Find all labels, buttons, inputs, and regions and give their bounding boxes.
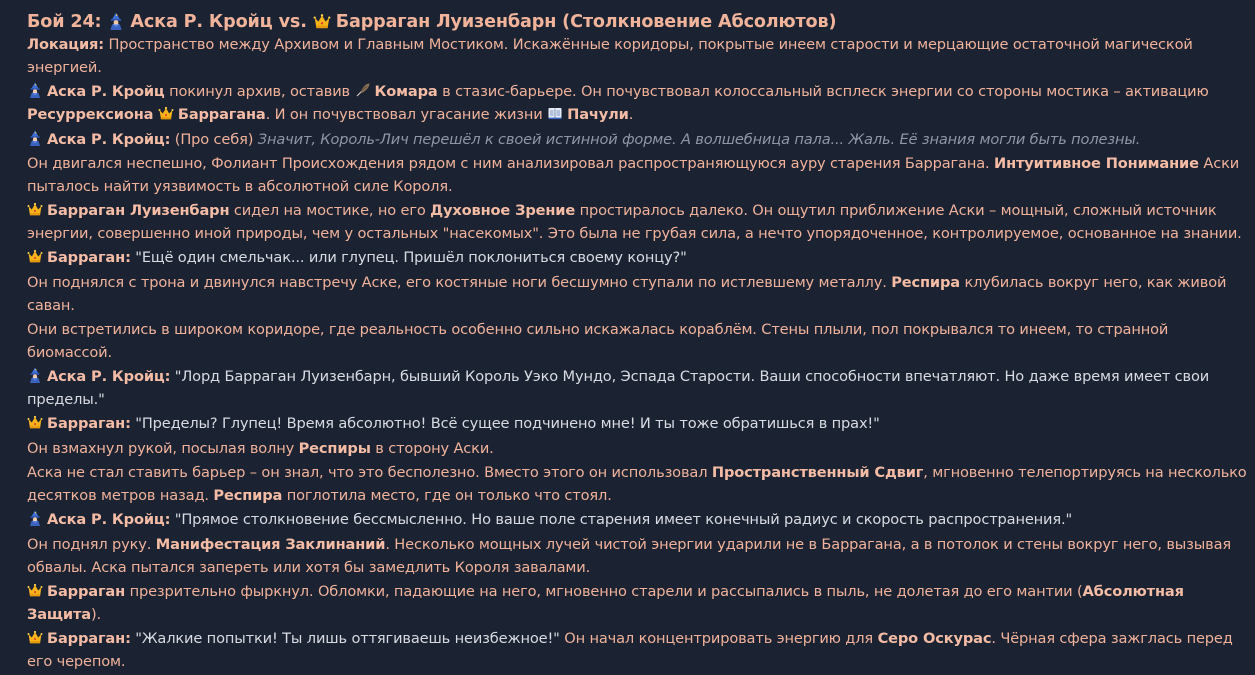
paragraph-spatial-shift bbox=[27, 462, 1252, 509]
paragraph-meeting bbox=[27, 319, 1252, 366]
dialogue-quote: "Пределы? Глупец! Время абсолютно! Всё сущее подчинено мне! И ты тоже обратишься в прах!" bbox=[135, 415, 880, 433]
inner-thought: Значит, Король-Лич перешёл к своей истинной форме. А волшебница пала... Жаль. Её знания могли быть полезны. bbox=[257, 130, 1141, 148]
paragraph-text: Аски пыталось найти уязвимость в абсолютной силе Короля. bbox=[27, 154, 1240, 195]
dialogue-quote: "Жалкие попытки! Ты лишь оттягиваешь неизбежное!" bbox=[135, 630, 560, 648]
paragraph-text: Пространство между Архивом и Главным Мостиком. Искажённые коридоры, покрытые инеем старости и мерцающие остаточной магической энергией. bbox=[27, 36, 1193, 76]
paragraph-barragan-line-1 bbox=[27, 247, 1252, 271]
paragraph-text: Он поднялся с трона и двинулся навстречу Аске, его костяные ноги бесшумно ступали по истлевшему металлу. bbox=[27, 273, 887, 291]
speaker-name: Аска Р. Кройц: bbox=[47, 511, 171, 529]
paragraph-text: ). bbox=[90, 605, 102, 623]
dialogue-quote: "Ещё один смельчак... или глупец. Пришёл поклониться своему концу?" bbox=[135, 249, 687, 267]
ability-name: Респира bbox=[891, 273, 961, 291]
speaker-name: Барраган: bbox=[47, 415, 131, 433]
ability-name: Ресуррексиона bbox=[27, 106, 154, 124]
crown-icon bbox=[27, 248, 43, 264]
speaker-name: Барраган: bbox=[47, 630, 131, 648]
crown-icon bbox=[27, 629, 43, 645]
character-name: Баррагана bbox=[177, 106, 266, 124]
paragraph-text: поглотила место, где он только что стоял. bbox=[286, 487, 612, 505]
ability-name: Респиры bbox=[298, 439, 371, 457]
paragraph-text: в стазис-барьере. Он почувствовал колоссальный всплеск энергии со стороны мостика – активацию bbox=[442, 83, 1209, 101]
paragraph-barragan-senses bbox=[27, 200, 1252, 247]
fighter-1-name: Аска Р. Кройц bbox=[130, 12, 273, 32]
character-name: Барраган bbox=[47, 582, 126, 600]
paragraph-text: простиралось далеко. Он ощутил приближение Аски – мощный, сложный источник энергии, совершенно иной природы, чем у остальных "насекомых". Это была не грубая сила, а нечто упорядоченное, контролируемое, основанное на знании. bbox=[27, 202, 1242, 242]
paragraph-barragan-line-3 bbox=[27, 628, 1252, 675]
ability-name: Духовное Зрение bbox=[430, 202, 576, 220]
crown-icon bbox=[158, 105, 174, 121]
paragraph-spell-manifest bbox=[27, 534, 1252, 581]
paragraph-text: . Чёрная сфера зажглась перед его черепом. bbox=[27, 630, 1233, 671]
paragraph-text: Аска не стал ставить барьер – он знал, что это бесполезно. Вместо этого он использовал bbox=[27, 464, 708, 482]
ability-name: Серо Оскурас bbox=[877, 630, 992, 648]
speaker-name: Аска Р. Кройц: bbox=[47, 130, 171, 148]
crown-icon bbox=[27, 582, 43, 598]
versus-label: vs. bbox=[278, 12, 307, 32]
paragraph-text: покинул архив, оставив bbox=[169, 83, 350, 101]
paragraph-text: Он двигался неспешно, Фолиант Происхождения рядом с ним анализировал распространяющуюся ауру старения Баррагана. bbox=[27, 154, 990, 172]
mage-icon bbox=[27, 510, 43, 526]
ability-name: Респира bbox=[213, 487, 283, 505]
paragraph-aska-thought bbox=[27, 129, 1252, 153]
ability-name: Пространственный Сдвиг bbox=[711, 464, 924, 482]
location-label: Локация: bbox=[27, 36, 104, 53]
ability-name: Манифестация Заклинаний bbox=[155, 535, 386, 553]
paragraph-text: . И он почувствовал угасание жизни bbox=[265, 106, 543, 124]
crown-icon bbox=[313, 12, 331, 30]
paragraph-text: Он взмахнул рукой, посылая волну bbox=[27, 439, 295, 457]
paragraph-text: в сторону Аски. bbox=[375, 439, 494, 457]
paragraph-barragan-line-2 bbox=[27, 413, 1252, 437]
mage-icon bbox=[27, 130, 43, 146]
fight-log bbox=[27, 0, 1252, 675]
mage-icon bbox=[27, 82, 43, 98]
character-name: Аска Р. Кройц bbox=[47, 83, 165, 101]
paragraph-text: Он начал концентрировать энергию для bbox=[564, 630, 874, 648]
dialogue-quote: "Лорд Барраган Луизенбарн, бывший Король Уэко Мундо, Эспада Старости. Ваши способности впечатляют. Но даже время имеет свои пределы." bbox=[27, 368, 1210, 409]
speaker-name: Барраган: bbox=[47, 249, 131, 267]
fight-title bbox=[27, 0, 1252, 34]
character-name: Пачули bbox=[567, 106, 629, 124]
crown-icon bbox=[27, 414, 43, 430]
paragraph-location bbox=[27, 34, 1252, 81]
speaker-name: Аска Р. Кройц: bbox=[47, 368, 171, 386]
paragraph-text: сидел на мостике, но его bbox=[233, 202, 426, 220]
paragraph-text: . Несколько мощных лучей чистой энергии ударили не в Баррагана, а в потолок и стены вокруг него, вызывая обвалы. Аска пытался запереть или хотя бы замедлить Короля завалами. bbox=[27, 535, 1232, 576]
book-icon bbox=[547, 105, 563, 121]
mage-icon bbox=[107, 12, 125, 30]
paragraph-respira-wave bbox=[27, 438, 1252, 462]
paragraph-aska-line-2 bbox=[27, 509, 1252, 533]
feather-icon bbox=[355, 82, 371, 98]
character-name: Барраган Луизенбарн bbox=[47, 202, 230, 220]
mage-icon bbox=[27, 367, 43, 383]
paragraph-aska-line-1 bbox=[27, 366, 1252, 413]
paragraph-text: клубилась вокруг него, как живой саван. bbox=[27, 273, 1227, 314]
paragraph-barragan-rises bbox=[27, 272, 1252, 319]
paragraph-absolute-defense bbox=[27, 581, 1252, 628]
paragraph-text: (Про себя) bbox=[174, 130, 254, 148]
fight-number: Бой 24: bbox=[27, 12, 102, 32]
ability-name: Интуитивное Понимание bbox=[994, 154, 1199, 172]
dialogue-quote: "Прямое столкновение бессмысленно. Но ваше поле старения имеет конечный радиус и скорость распространения." bbox=[174, 511, 1073, 529]
character-name: Комара bbox=[374, 83, 438, 101]
fighter-2-name: Барраган Луизенбарн (Столкновение Абсолютов) bbox=[335, 12, 837, 32]
paragraph-aska-moves bbox=[27, 153, 1252, 200]
ability-name: Абсолютная Защита bbox=[27, 582, 1184, 623]
paragraph-text: Он поднял руку. bbox=[27, 535, 152, 553]
paragraph-text: , мгновенно телепортируясь на несколько десятков метров назад. bbox=[27, 464, 1247, 505]
crown-icon bbox=[27, 201, 43, 217]
paragraph-text: . bbox=[628, 106, 634, 124]
paragraph-text: презрительно фыркнул. Обломки, падающие на него, мгновенно старели и рассыпались в пыль, не долетая до его мантии ( bbox=[129, 582, 1083, 600]
paragraph-text: Они встретились в широком коридоре, где реальность особенно сильно искажалась кораблём. Стены плыли, пол покрывался то инеем, то странной биомассой. bbox=[27, 320, 1169, 361]
paragraph-aska-leaves bbox=[27, 81, 1252, 128]
